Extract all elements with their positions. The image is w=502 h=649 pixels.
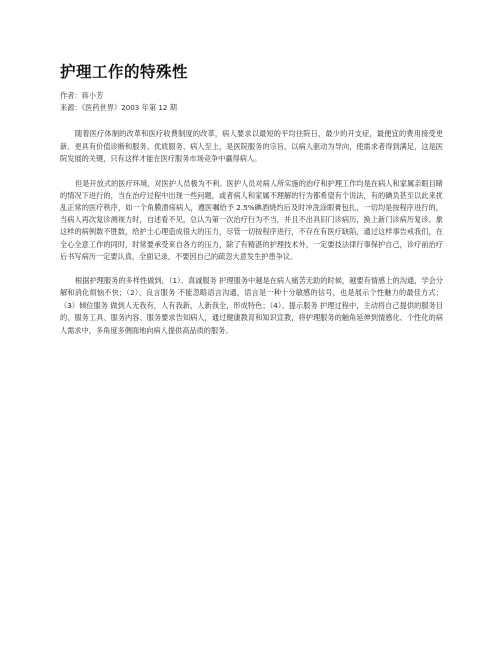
document-page [60, 62, 443, 349]
author-line: 作者：蒋小芳 [60, 91, 104, 100]
article-title: 护理工作的特殊性 [60, 63, 189, 81]
body-paragraph-2: 但是开放式的医疗环境，对医护人员极为不利。医护人员对病人所实施的治疗和护理工作均是在病人和家属亲眼目睹的情况下进行的，当在治疗过程中出现一些问题，或者病人和家属不理解的行为都希望有个说法，有的碘负甚至以此来扰乱正常的医疗秩序，如一个角膜溃疡病人，遵医嘱给予 2.5%碘酒烧灼后及时冲洗涂眼膏包扎，一切均是按程序进行的，当病人再次复诊测视力时，自述看不见，总认为第一次治疗行为不当，并且不出具旧门诊病历，换上新门诊病历复诊。象这样的病例数不胜数，给护士心理造成很大的压力，尽管一切按程序进行，不存在有医疗缺陷，通过这样事告戒我们，在全心全意工作的同时，时常要承受来自各方的压力，除了有精湛的护理技术外，一定要技法律行事保护自己，诊疗前治疗后书写病历一定要认真，全面记录，不要因自己的疏忽大意发生护患争议。 [60, 178, 443, 261]
body-paragraph-1: 随着医疗体制的改革和医疗收费制度的改革，病人要求以最短的平均住院日，最少的开支症，最便宜的费用接受更新、更具有价值诊断和服务。优质服务、病人至上，是医院服务的宗旨，以病人驱动为导向，使需求者得到满足，这是医院发展的关键，只有这样才能在医疗服务市场竞争中赢得病人。 [60, 129, 443, 163]
body-paragraph-3: 根据护理服务的多样性做到，（1）、真诚服务 护理服务中越是在病人痛苦无助的时候，越要有情感上的沟通，学会分解和消化烦恼不快；（2）、良言服务 不能忽略语言沟通，语言是一种十分敏感的信号，也是展示个性魅力的最佳方式；（3）倾位服务 做到人无我有，人有我新，人新我全，形成特色；（4）、提示服务 护理过程中，主动将自己提供的服务目的、服务工具、服务内容、服务要求告知病人，通过健康教育和知识宣教，将护理服务的触角延伸到情感化、个性化的病人需求中，多角度多侧面地向病人提供高品质的服务。 [60, 275, 443, 335]
source-line: 来源：《医药世界》2003 年第 12 期 [60, 103, 177, 112]
